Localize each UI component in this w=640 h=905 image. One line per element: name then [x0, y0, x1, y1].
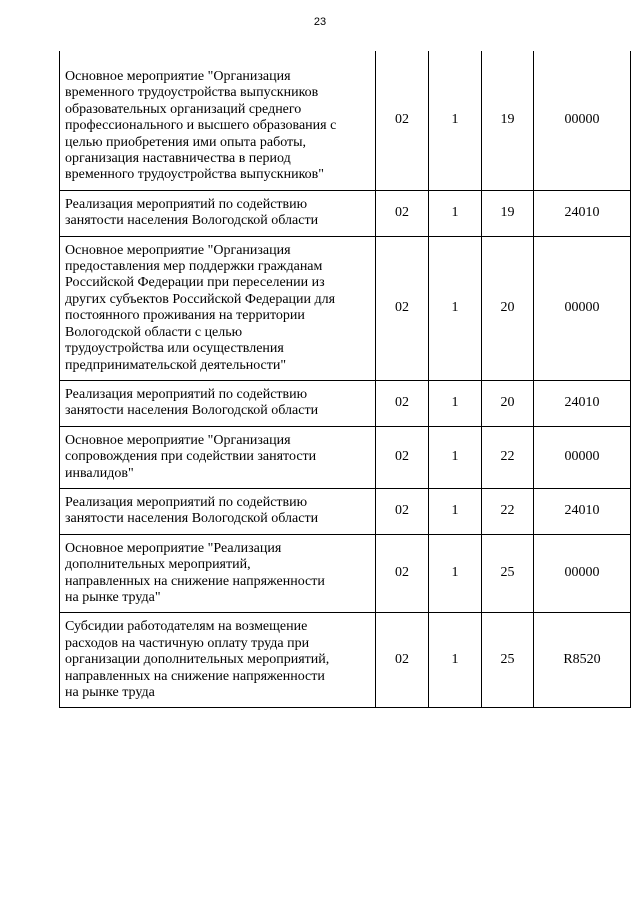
budget-table	[59, 51, 631, 708]
description-line: направленных на снижение напряженности	[65, 573, 325, 589]
description-line: занятости населения Вологодской области	[65, 403, 319, 419]
description-line: Российской Федерации при переселении из	[65, 275, 325, 291]
code-cell-1: 02	[376, 426, 429, 488]
description-line: дополнительных мероприятий,	[65, 557, 251, 573]
description-line: Основное мероприятие "Организация	[65, 242, 291, 258]
table-row	[60, 236, 631, 380]
description-line: профессионального и высшего образования с	[65, 118, 337, 134]
code-cell-2: 1	[429, 190, 482, 236]
page-number: 23	[313, 16, 327, 28]
code-cell-2: 1	[429, 51, 482, 190]
code-cell-4: 24010	[534, 190, 631, 236]
code-cell-4: 00000	[534, 426, 631, 488]
description-cell	[60, 426, 376, 488]
code-cell-1: 02	[376, 534, 429, 613]
description-line: временного трудоустройства выпускников"	[65, 167, 324, 183]
code-cell-4: R8520	[534, 613, 631, 708]
description-cell	[60, 190, 376, 236]
code-cell-2: 1	[429, 426, 482, 488]
code-cell-1: 02	[376, 51, 429, 190]
description-line: постоянного проживания на территории	[65, 308, 305, 324]
table-row	[60, 51, 631, 190]
code-cell-2: 1	[429, 613, 482, 708]
description-line: занятости населения Вологодской области	[65, 213, 319, 229]
description-line: организации дополнительных мероприятий,	[65, 652, 330, 668]
code-cell-4: 24010	[534, 488, 631, 534]
description-cell	[60, 236, 376, 380]
table-row	[60, 613, 631, 708]
description-line: сопровождения при содействии занятости	[65, 449, 317, 465]
description-line: целью приобретения ими опыта работы,	[65, 134, 307, 150]
description-line: организация наставничества в период	[65, 151, 291, 167]
table-row	[60, 190, 631, 236]
description-line: других субъектов Российской Федерации для	[65, 291, 336, 307]
description-line: на рынке труда	[65, 685, 155, 700]
table-row	[60, 426, 631, 488]
code-cell-1: 02	[376, 190, 429, 236]
description-cell	[60, 613, 376, 708]
description-line: Реализация мероприятий по содействию	[65, 494, 308, 510]
code-cell-4: 00000	[534, 236, 631, 380]
code-cell-4: 00000	[534, 51, 631, 190]
code-cell-3: 22	[482, 488, 534, 534]
code-cell-3: 25	[482, 613, 534, 708]
code-cell-2: 1	[429, 380, 482, 426]
code-cell-3: 22	[482, 426, 534, 488]
code-cell-3: 19	[482, 190, 534, 236]
description-line: направленных на снижение напряженности	[65, 668, 325, 684]
code-cell-1: 02	[376, 488, 429, 534]
code-cell-2: 1	[429, 534, 482, 613]
description-line: Реализация мероприятий по содействию	[65, 386, 308, 402]
description-line: Субсидии работодателям на возмещение	[65, 619, 308, 635]
description-line: инвалидов"	[65, 465, 134, 481]
description-line: предоставления мер поддержки гражданам	[65, 259, 323, 275]
description-line: на рынке труда"	[65, 589, 161, 605]
description-line: временного трудоустройства выпускников	[65, 85, 319, 101]
description-line: Основное мероприятие "Реализация	[65, 540, 282, 556]
description-cell	[60, 380, 376, 426]
description-cell	[60, 534, 376, 613]
table-row	[60, 488, 631, 534]
description-cell	[60, 51, 376, 190]
description-line: образовательных организаций среднего	[65, 101, 302, 117]
description-line: Основное мероприятие "Организация	[65, 432, 291, 448]
code-cell-2: 1	[429, 236, 482, 380]
code-cell-3: 20	[482, 236, 534, 380]
code-cell-1: 02	[376, 613, 429, 708]
code-cell-1: 02	[376, 380, 429, 426]
code-cell-4: 00000	[534, 534, 631, 613]
description-line: Вологодской области с целью	[65, 324, 243, 340]
code-cell-3: 19	[482, 51, 534, 190]
budget-table-body	[60, 51, 631, 708]
description-line: предпринимательской деятельности"	[65, 357, 287, 373]
description-line: занятости населения Вологодской области	[65, 511, 319, 527]
description-line: трудоустройства или осуществления	[65, 341, 284, 357]
code-cell-3: 20	[482, 380, 534, 426]
description-line: Основное мероприятие "Организация	[65, 69, 291, 84]
table-row	[60, 534, 631, 613]
description-cell	[60, 488, 376, 534]
table-row	[60, 380, 631, 426]
code-cell-3: 25	[482, 534, 534, 613]
description-line: Реализация мероприятий по содействию	[65, 196, 308, 212]
code-cell-2: 1	[429, 488, 482, 534]
description-line: расходов на частичную оплату труда при	[65, 635, 310, 651]
code-cell-4: 24010	[534, 380, 631, 426]
code-cell-1: 02	[376, 236, 429, 380]
